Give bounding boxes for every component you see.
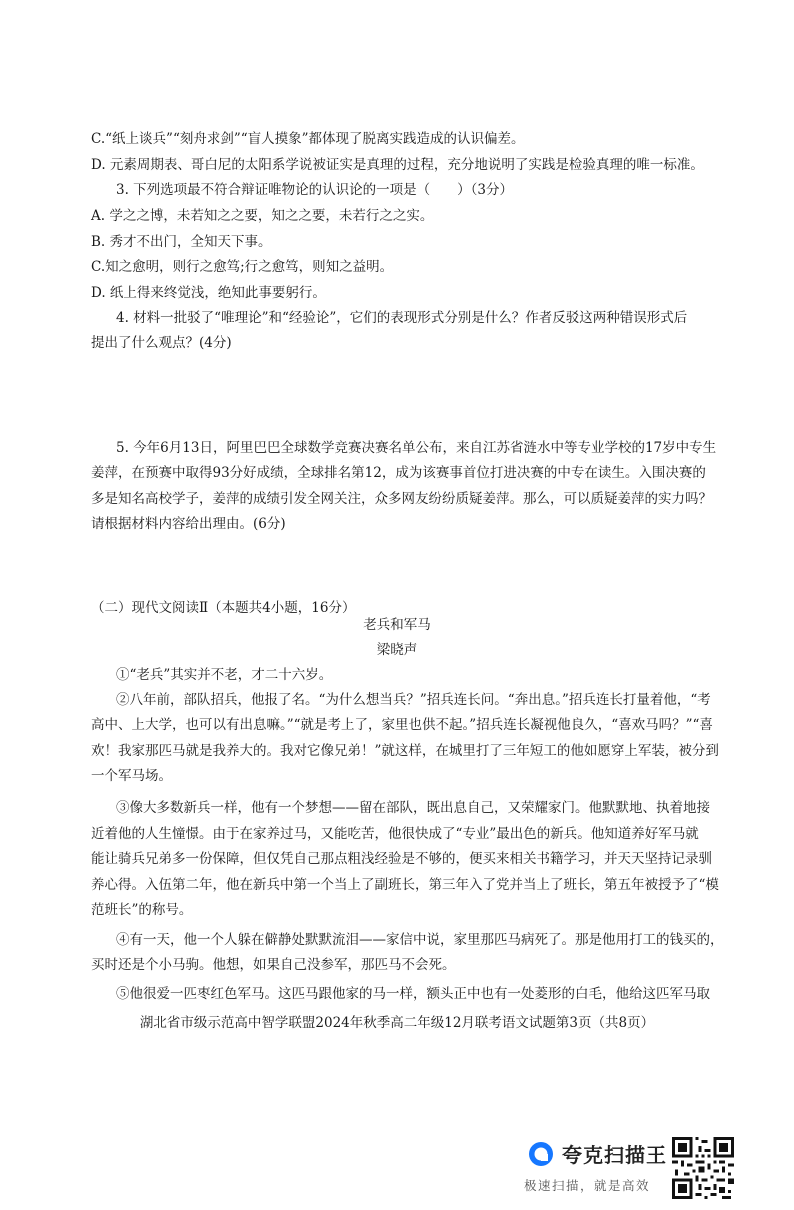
option-d-q2: D. 元素周期表、哥白尼的太阳系学说被证实是真理的过程，充分地说明了实践是检验真理的唯一标准。 bbox=[91, 157, 704, 173]
question-5-cont-3: 请根据材料内容给出理由。(6分) bbox=[91, 516, 286, 532]
qr-code-icon bbox=[672, 1137, 734, 1199]
option-d-q3: D. 纸上得来终觉浅，绝知此事要躬行。 bbox=[91, 285, 326, 301]
option-c-q3: C.知之愈明，则行之愈笃;行之愈笃，则知之益明。 bbox=[91, 259, 394, 275]
question-3: 3. 下列选项最不符合辩证唯物论的认识论的一项是（ ）（3分） bbox=[116, 182, 514, 198]
scanner-brand-name: 夸克扫描王 bbox=[562, 1143, 667, 1167]
paragraph-3-cont-2: 能让骑兵兄弟多一份保障，但仅凭自己那点粗浅经验是不够的，便买来相关书籍学习，并天天坚持记录驯 bbox=[91, 851, 712, 867]
question-5-cont-2: 多是知名高校学子，姜萍的成绩引发全网关注，众多网友纷纷质疑姜萍。那么，可以质疑姜萍的实力吗？ bbox=[91, 491, 712, 507]
paragraph-4: ④有一天，他一个人躲在僻静处默默流泪——家信中说，家里那匹马病死了。那是他用打工的钱买的， bbox=[116, 932, 724, 948]
page-footer: 湖北省市级示范高中智学联盟2024年秋季高二年级12月联考语文试题第3页（共8页） bbox=[139, 1015, 655, 1031]
scanner-slogan: 极速扫描，就是高效 bbox=[524, 1178, 651, 1193]
paragraph-2-cont-2: 欢！我家那匹马就是我养大的。我对它像兄弟！”就这样，在城里打了三年短工的他如愿穿上军装，被分到 bbox=[91, 743, 719, 759]
paragraph-3: ③像大多数新兵一样，他有一个梦想——留在部队，既出息自己，又荣耀家门。他默默地、执着地接 bbox=[116, 800, 710, 816]
section-heading: （二）现代文阅读Ⅱ（本题共4小题，16分） bbox=[91, 600, 356, 616]
paragraph-5: ⑤他很爱一匹枣红色军马。这匹马跟他家的马一样，额头正中也有一处菱形的白毛，他给这匹军马取 bbox=[116, 986, 710, 1002]
paragraph-3-cont-1: 近着他的人生憧憬。由于在家养过马，又能吃苦，他很快成了“专业”最出色的新兵。他知道养好军马就 bbox=[91, 826, 699, 842]
paragraph-2-cont-1: 高中、上大学，也可以有出息嘛。”“就是考上了，家里也供不起。”招兵连长凝视他良久，“喜欢马吗？”“喜 bbox=[91, 717, 713, 733]
option-b-q3: B. 秀才不出门，全知天下事。 bbox=[91, 234, 272, 250]
paragraph-1: ①“老兵”其实并不老，才二十六岁。 bbox=[116, 667, 333, 683]
article-author: 梁晓声 bbox=[376, 642, 418, 658]
option-a-q3: A. 学之之博，未若知之之要，知之之要，未若行之之实。 bbox=[91, 208, 434, 224]
option-c-q2: C.“纸上谈兵”“刻舟求剑”“盲人摸象”都体现了脱离实践造成的认识偏差。 bbox=[91, 131, 525, 147]
question-5-cont-1: 姜萍，在预赛中取得93分好成绩，全球排名第12，成为该赛事首位打进决赛的中专在读生。入围决赛的 bbox=[91, 465, 706, 481]
paragraph-4-cont: 买时还是个小马驹。他想，如果自己没参军，那匹马不会死。 bbox=[91, 957, 456, 973]
article-title: 老兵和军马 bbox=[363, 617, 431, 633]
scanner-watermark bbox=[524, 1137, 738, 1199]
question-5: 5. 今年6月13日，阿里巴巴全球数学竞赛决赛名单公布，来自江苏省涟水中等专业学校的17岁中专生 bbox=[116, 440, 717, 456]
paragraph-3-cont-3: 养心得。入伍第二年，他在新兵中第一个当上了副班长，第三年入了党并当上了班长，第五年被授予了“模 bbox=[91, 877, 719, 893]
paragraph-3-cont-4: 范班长”的称号。 bbox=[91, 902, 193, 918]
quark-logo-icon bbox=[528, 1141, 554, 1167]
question-4-cont: 提出了什么观点？(4分) bbox=[91, 335, 232, 351]
question-4: 4. 材料一批驳了“唯理论”和“经验论”，它们的表现形式分别是什么？作者反驳这两种错误形式后 bbox=[116, 310, 688, 326]
paragraph-2-cont-3: 一个军马场。 bbox=[91, 768, 172, 784]
paragraph-2: ②八年前，部队招兵，他报了名。“为什么想当兵？”招兵连长问。“奔出息。”招兵连长打量着他，“考 bbox=[116, 692, 711, 708]
